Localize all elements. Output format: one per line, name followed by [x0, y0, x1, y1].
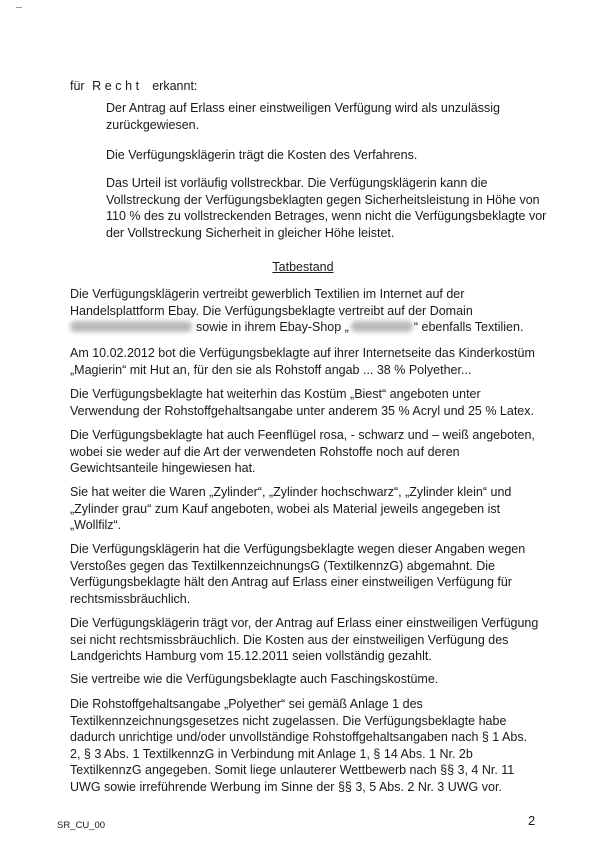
- redacted-domain: [70, 321, 192, 332]
- intro-prefix: für: [70, 79, 85, 93]
- scan-artifact: [16, 7, 22, 8]
- paragraph-parties: [70, 286, 540, 336]
- footer-code: SR_CU_00: [57, 820, 106, 831]
- intro-suffix: erkannt:: [152, 79, 198, 93]
- intro-spaced-word: Recht: [92, 79, 143, 93]
- paragraph-faschingskostueme: Sie vertreibe wie die Verfügungsbeklagte auch Faschingskostüme.: [70, 672, 439, 686]
- page-number: 2: [528, 813, 536, 828]
- section-heading: Tatbestand: [272, 260, 334, 274]
- paragraph-zylinder: Sie hat weiter die Waren „Zylinder“, „Zylinder hochschwarz“, „Zylinder klein“ und „Zylinder grau“ zum Kauf angeboten, wobei als Material jeweils angegeben ist „Wollfilz“.: [70, 485, 512, 533]
- paragraph-biest: Die Verfügungsbeklagte hat weiterhin das Kostüm „Biest“ angeboten unter Verwendung der Rohstoffgehaltsangabe unter anderem 35 % Acryl und 25 % Latex.: [70, 387, 534, 418]
- parties-text-a: Die Verfügungsklägerin vertreibt gewerblich Textilien im Internet auf der Handelsplattform Ebay. Die Verfügungsbeklagte vertreibt auf der Domain: [70, 287, 473, 318]
- ruling-enforceability: Das Urteil ist vorläufig vollstreckbar. Die Verfügungsklägerin kann die Vollstreckung der Verfügungsbeklagten gegen Sicherheitsleistung in Höhe von 110 % des zu vollstreckenden Betrages, wenn nicht die Verfügungsbeklagte vor der Vollstreckung Sicherheit in gleicher Höhe leistet.: [106, 176, 547, 240]
- redacted-shop-name: [351, 321, 413, 332]
- verdict-intro: [70, 78, 197, 95]
- ruling-dismissal: Der Antrag auf Erlass einer einstweiligen Verfügung wird als unzulässig zurückgewiesen.: [106, 101, 500, 132]
- parties-text-c: “ ebenfalls Textilien.: [413, 320, 524, 335]
- paragraph-magierin: Am 10.02.2012 bot die Verfügungsbeklagte auf ihrer Internetseite das Kinderkostüm „Magierin“ mit Hut an, für den sie als Rohstoff angab ... 38 % Polyether...: [70, 346, 535, 377]
- paragraph-rohstoffgehaltsangabe: Die Rohstoffgehaltsangabe „Polyether“ sei gemäß Anlage 1 des Textilkennzeichnungsgesetzes nicht zugelassen. Die Verfügungsbeklagte habe dadurch unrichtige und/oder unvollständige Rohstoffgehaltsangaben nach § 1 Abs. 2, § 3 Abs. 1 TextilkennzG in Verbindung mit Anlage 1, § 14 Abs. 1 Nr. 2b TextilkennzG angegeben. Somit liege unlauterer Wettbewerb nach §§ 3, 4 Nr. 11 UWG sowie irreführende Werbung im Sinne der §§ 3, 5 Abs. 2 Nr. 3 UWG vor.: [70, 697, 528, 794]
- paragraph-feenfluegel: Die Verfügungsbeklagte hat auch Feenflügel rosa, - schwarz und – weiß angeboten, wobei sie weder auf die Art der verwendeten Rohstoffe noch auf deren Gewichtsanteile hingewiesen hat.: [70, 428, 535, 476]
- ruling-costs: Die Verfügungsklägerin trägt die Kosten des Verfahrens.: [106, 148, 418, 162]
- paragraph-abmahnung: Die Verfügungsklägerin hat die Verfügungsbeklagte wegen dieser Angaben wegen Verstoßes gegen das TextilkennzeichnungsG (TextilkennzG) abgemahnt. Die Verfügungsbeklagte hält den Antrag auf Erlass einer einstweiligen Verfügung für rechtsmissbräuchlich.: [70, 542, 526, 606]
- parties-text-b: sowie in ihrem Ebay-Shop „: [196, 320, 349, 335]
- paragraph-rechtsmissbrauch: Die Verfügungsklägerin trägt vor, der Antrag auf Erlass einer einstweiligen Verfügung sei nicht rechtsmissbräuchlich. Die Kosten aus der einstweiligen Verfügung des Landgerichts Hamburg vom 15.12.2011 seien vollständig gezahlt.: [70, 616, 539, 664]
